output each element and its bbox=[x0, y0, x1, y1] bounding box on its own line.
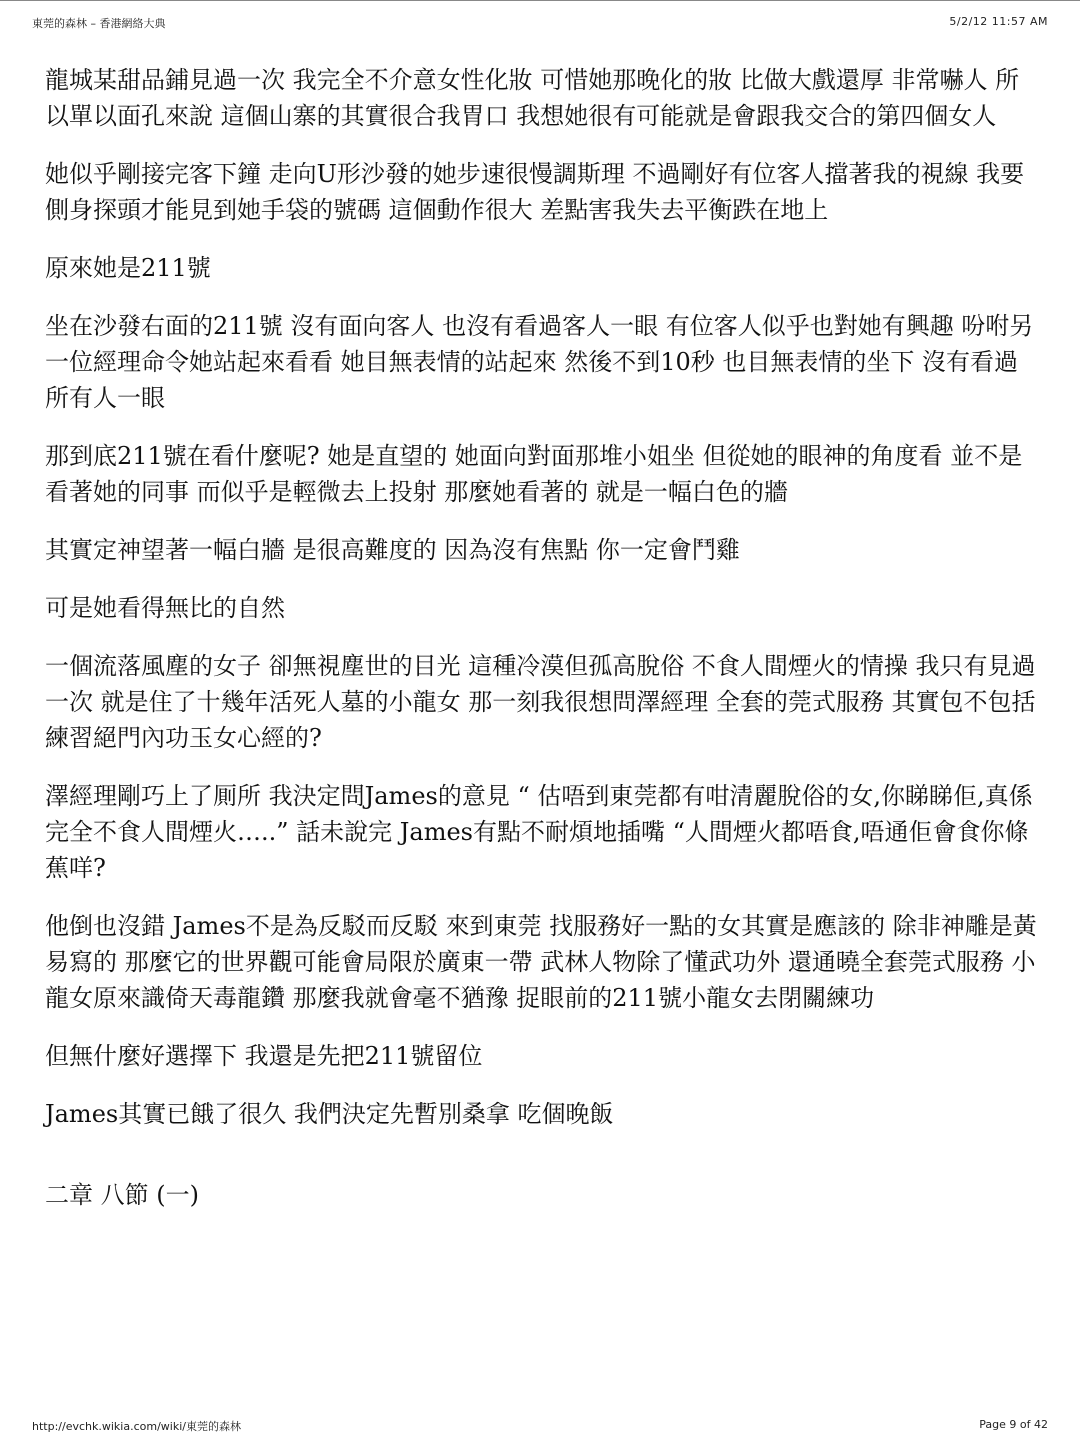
paragraph: 原來她是211號 bbox=[45, 254, 211, 282]
paragraph: 但無什麼好選擇下 我還是先把211號留位 bbox=[45, 1042, 483, 1070]
paragraph: 他倒也沒錯 James不是為反駁而反駁 來到東莞 找服務好一點的女其實是應該的 除非神雕是黃易寫的 那麼它的世界觀可能會局限於廣東一帶 武林人物除了懂武功外 還通曉全套莞式服務 小龍女原來識倚天毒龍鑽 那麼我就會毫不猶豫 捉眼前的211號小龍女去閉關練功 bbox=[45, 912, 1037, 1012]
header-title: 東莞的森林 – 香港網絡大典 bbox=[32, 17, 166, 30]
footer-url: http://evchk.wikia.com/wiki/東莞的森林 bbox=[32, 1420, 241, 1433]
paragraph: 龍城某甜品鋪見過一次 我完全不介意女性化妝 可惜她那晚化的妝 比做大戲還厚 非常嚇人 所以單以面孔來說 這個山寨的其實很合我胃口 我想她很有可能就是會跟我交合的第四個女人 bbox=[45, 66, 1020, 130]
section-heading: 二章 八節 (一) bbox=[45, 1181, 199, 1209]
paragraph: 可是她看得無比的自然 bbox=[45, 594, 285, 622]
article-body bbox=[45, 62, 1040, 1235]
page-footer bbox=[0, 1412, 1080, 1442]
header-datetime: 5/2/12 11:57 AM bbox=[949, 15, 1048, 28]
paragraph: James其實已餓了很久 我們決定先暫別桑拿 吃個晚飯 bbox=[45, 1100, 614, 1128]
paragraph: 一個流落風塵的女子 卻無視塵世的目光 這種冷漠但孤高脫俗 不食人間煙火的情操 我只有見過一次 就是住了十幾年活死人墓的小龍女 那一刻我很想問澤經理 全套的莞式服務 其實包不包括練習絕門內功玉女心經的? bbox=[45, 652, 1036, 752]
page-header bbox=[0, 0, 1080, 41]
page-number: Page 9 of 42 bbox=[979, 1418, 1048, 1431]
paragraph: 她似乎剛接完客下鐘 走向U形沙發的她步速很慢調斯理 不過剛好有位客人擋著我的視線 我要側身探頭才能見到她手袋的號碼 這個動作很大 差點害我失去平衡跌在地上 bbox=[45, 160, 1025, 224]
paragraph: 那到底211號在看什麼呢? 她是直望的 她面向對面那堆小姐坐 但從她的眼神的角度看 並不是看著她的同事 而似乎是輕微去上投射 那麼她看著的 就是一幅白色的牆 bbox=[45, 442, 1023, 506]
paragraph: 其實定神望著一幅白牆 是很高難度的 因為沒有焦點 你一定會鬥雞 bbox=[45, 536, 740, 564]
paragraph: 坐在沙發右面的211號 沒有面向客人 也沒有看過客人一眼 有位客人似乎也對她有興趣 吩咐另一位經理命令她站起來看看 她目無表情的站起來 然後不到10秒 也目無表情的坐下 沒有看過所有人一眼 bbox=[45, 312, 1034, 412]
paragraph: 澤經理剛巧上了厠所 我決定問James的意見 “ 估唔到東莞都有咁清麗脫俗的女,你睇睇佢,真係完全不食人間煙火…..” 話未說完 James有點不耐煩地插嘴 “人間煙火都唔食,唔通佢會食你條蕉咩? bbox=[45, 782, 1033, 882]
